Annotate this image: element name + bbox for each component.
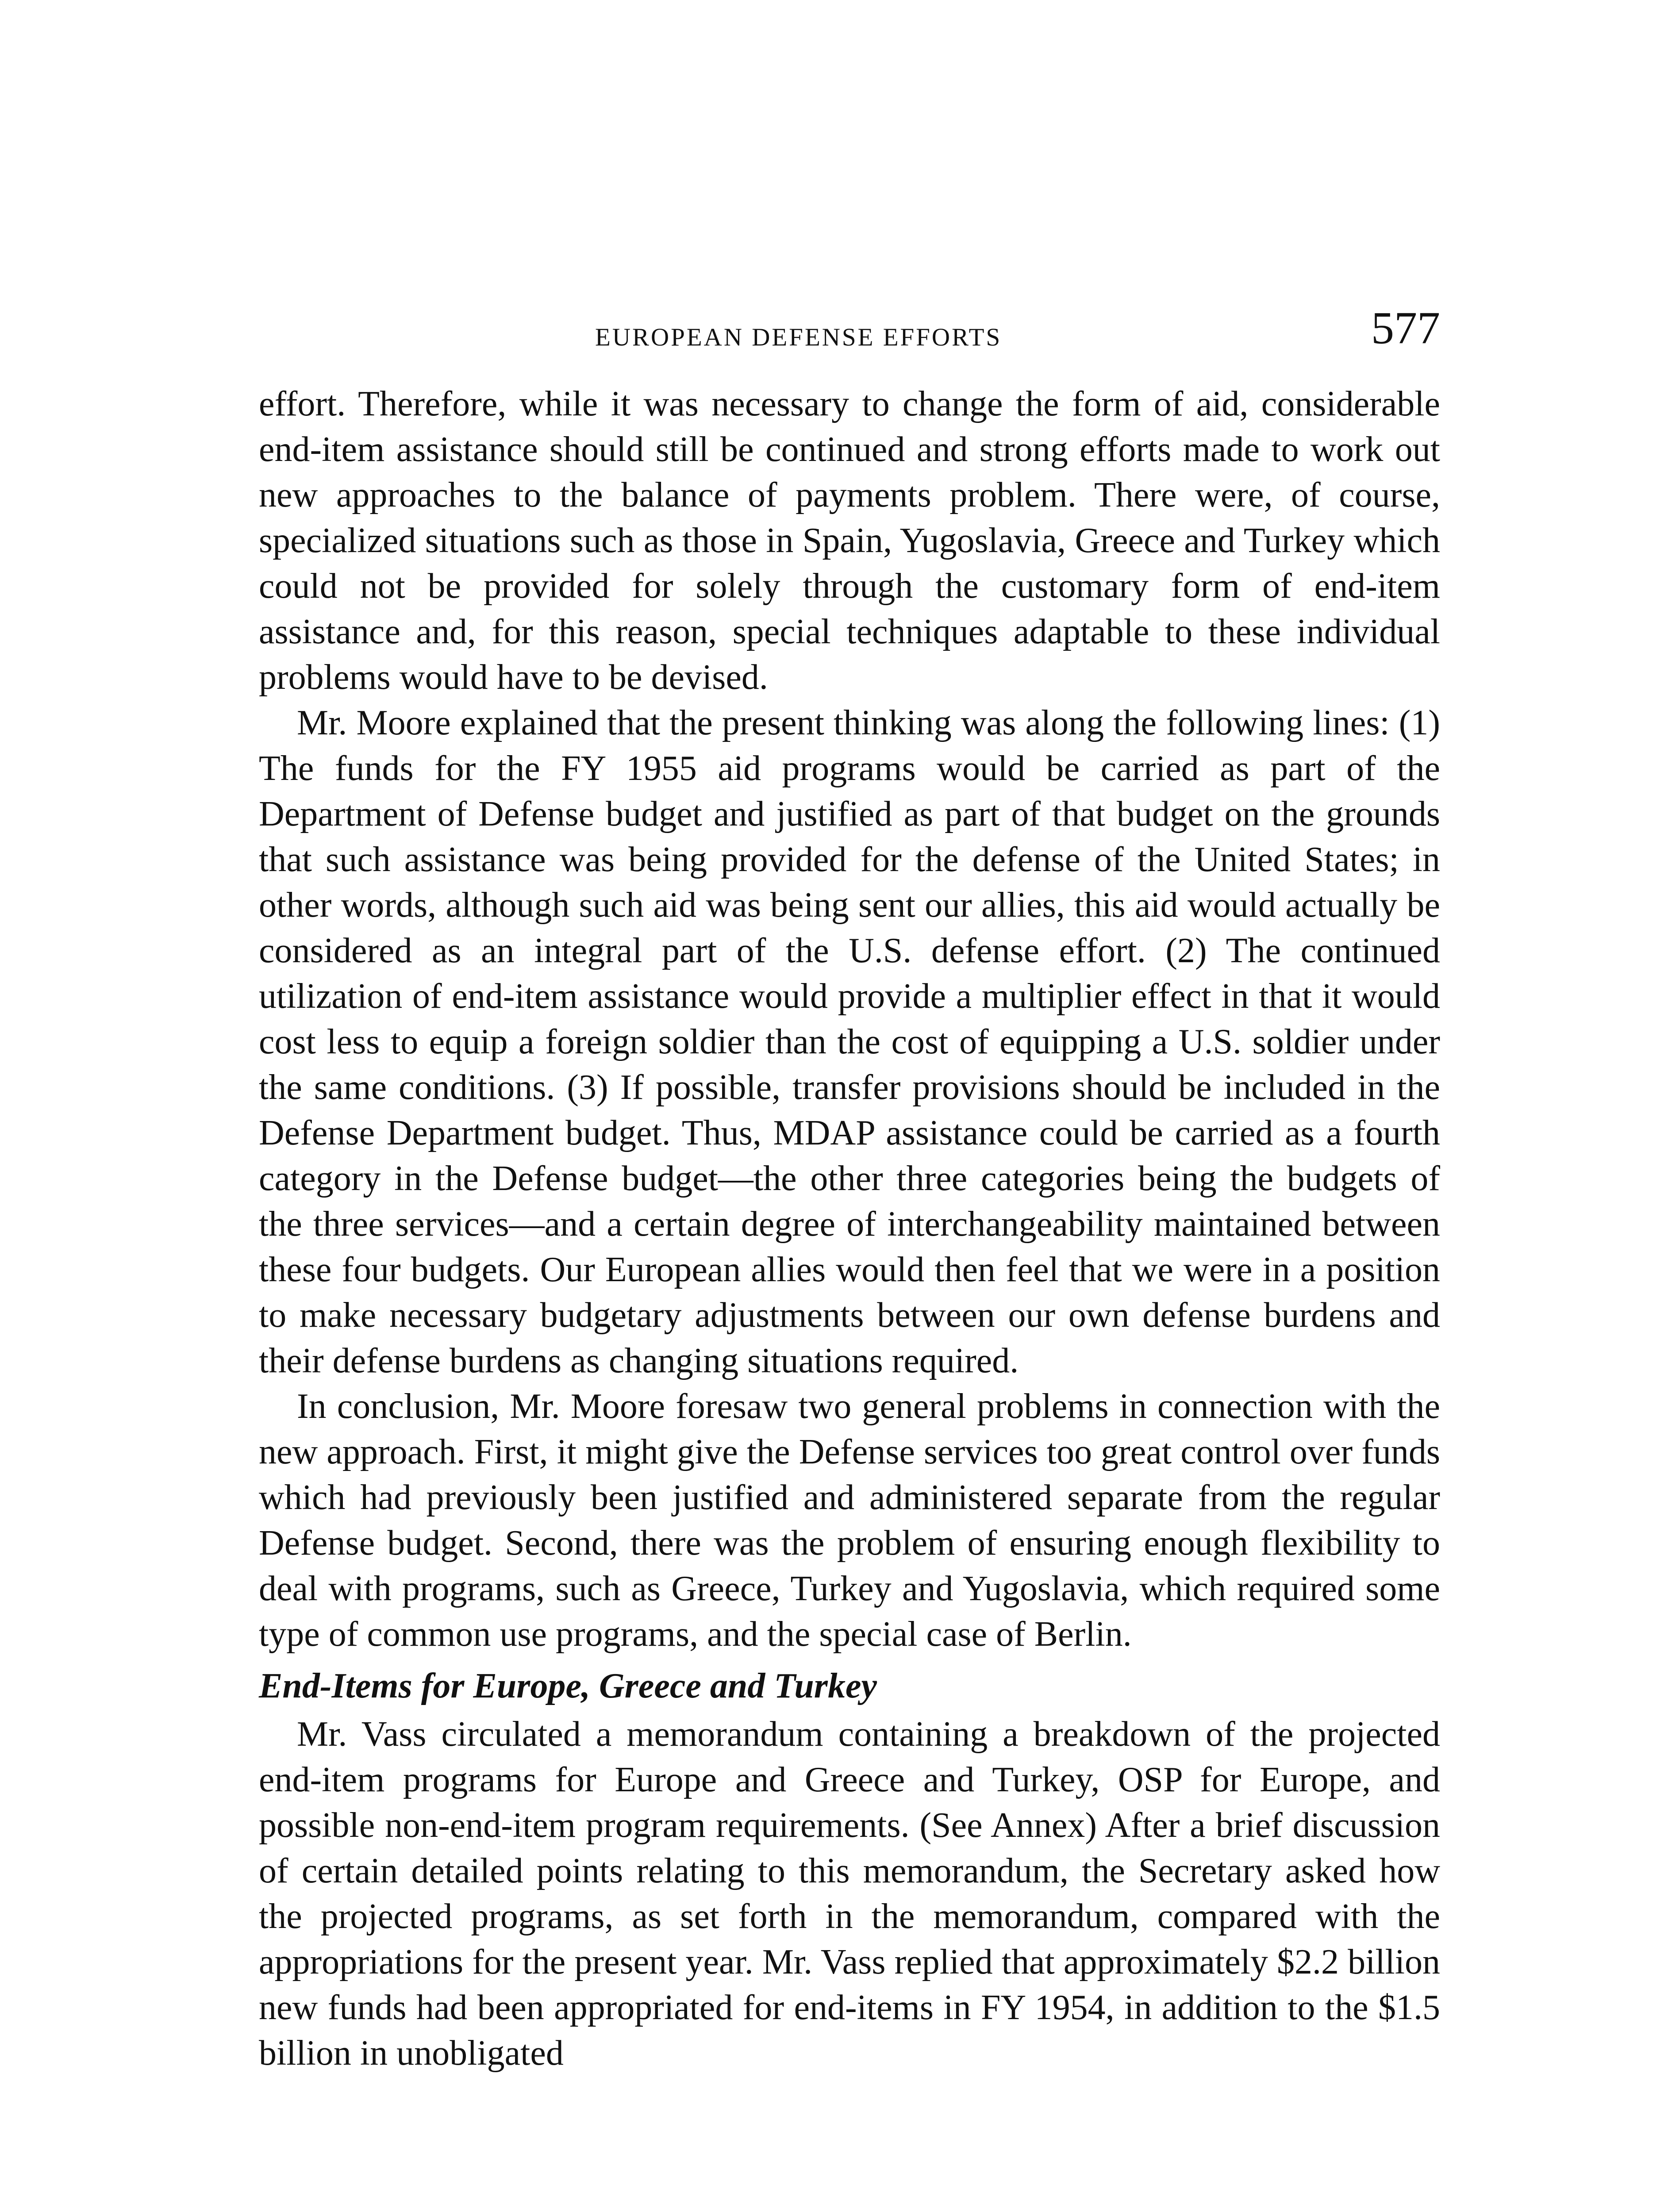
page-number: 577 (1371, 303, 1440, 353)
paragraph-moore-explanation: Mr. Moore explained that the present thinking was along the following lines: (1) The funds for the FY 1955 aid programs would be carried as part of the Department of Defense budget and justified as part of that budget on the grounds that such assistance was being provided for the defense of the United States; in other words, although such aid was being sent our allies, this aid would actually be considered as an integral part of the U.S. defense effort. (2) The continued utilization of end-item assistance would provide a multiplier effect in that it would cost less to equip a foreign soldier than the cost of equipping a U.S. soldier under the same conditions. (3) If possible, transfer provisions should be included in the Defense Department budget. Thus, MDAP assistance could be carried as a fourth category in the Defense budget—the other three categories being the budgets of the three services—and a certain degree of interchangeability maintained between these four budgets. Our European allies would then feel that we were in a position to make necessary budgetary adjustments between our own defense burdens and their defense burdens as changing situations required. (259, 703, 1440, 1380)
paragraph-vass-memorandum: Mr. Vass circulated a memorandum containing a breakdown of the projected end-item programs for Europe and Greece and Turkey, OSP for Europe, and possible non-end-item program requirements. (See Annex) After a brief discussion of certain detailed points relating to this memorandum, the Secretary asked how the projected programs, as set forth in the memorandum, compared with the appropriations for the present year. Mr. Vass replied that approximately $2.2 billion new funds had been appropriated for end-items in FY 1954, in addition to the $1.5 billion in unobligated (259, 1715, 1440, 2073)
running-title: EUROPEAN DEFENSE EFFORTS (595, 323, 1002, 351)
running-head (259, 305, 1440, 367)
section-heading: End-Items for Europe, Greece and Turkey (259, 1667, 877, 1705)
body-text (259, 381, 1440, 2076)
paragraph-moore-conclusion: In conclusion, Mr. Moore foresaw two general problems in connection with the new approach. First, it might give the Defense services too great control over funds which had previously been justified and administered separate from the regular Defense budget. Second, there was the problem of ensuring enough flexibility to deal with programs, such as Greece, Turkey and Yugoslavia, which required some type of common use programs, and the special case of Berlin. (259, 1387, 1440, 1654)
paragraph-continuation: effort. Therefore, while it was necessary to change the form of aid, considerable end-item assistance should still be continued and strong efforts made to work out new approaches to the balance of payments problem. There were, of course, specialized situations such as those in Spain, Yugoslavia, Greece and Turkey which could not be provided for solely through the customary form of end-item assistance and, for this reason, special techniques adaptable to these individual problems would have to be devised. (259, 384, 1440, 697)
